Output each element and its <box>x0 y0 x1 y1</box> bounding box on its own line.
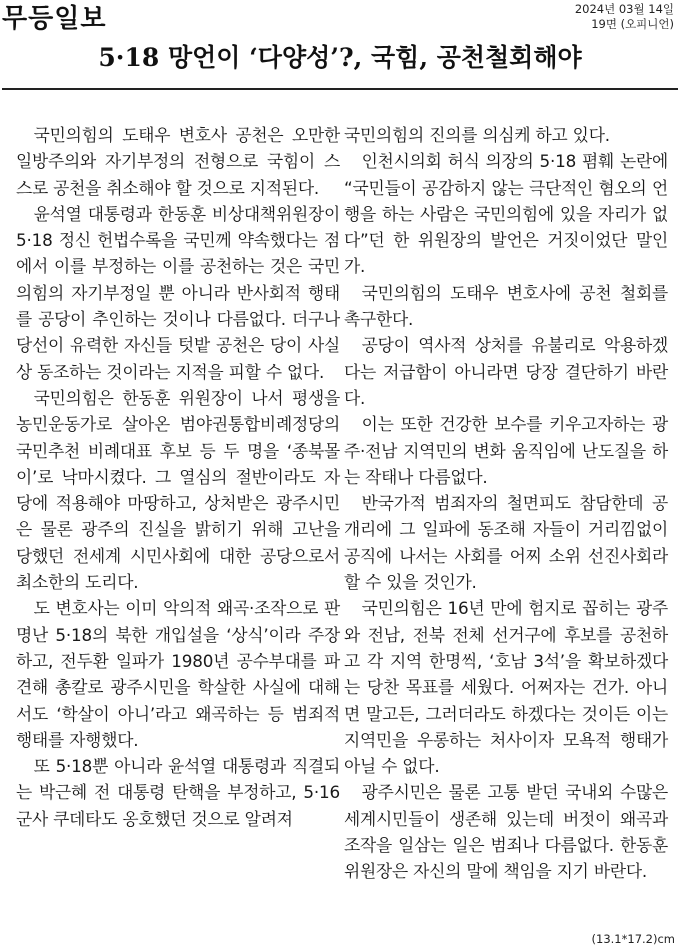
publication-date: 2024년 03월 14일 <box>574 2 674 16</box>
paragraph: 국민의힘은 한동훈 위원장이 나서 평생을 농민운동가로 살아온 범야권통합비례정당의 국민추천 비례대표 후보 등 두 명을 ‘종북몰이’로 낙마시켰다. 그 열심의 절반이라도 자당에 적용해야 마땅하고, 상처받은 광주시민은 물론 광주의 진실을 밝히기 위해 고난을 당했던 전세계 시민사회에 대한 공당으로서 최소한의 도리다. <box>16 387 340 593</box>
article-column-left <box>16 122 340 832</box>
paragraph: 도 변호사는 이미 악의적 왜곡·조작으로 판명난 5·18의 북한 개입설을 ‘상식’이라 주장하고, 전두환 일파가 1980년 공수부대를 파견해 총칼로 광주시민을 학살한 사실에 대해서도 ‘학살이 아니’라고 왜곡하는 등 범죄적 행태를 자행했다. <box>16 598 340 750</box>
paragraph: 공당이 역사적 상처를 유불리로 악용하겠다는 저급함이 아니라면 당장 결단하기 바란다. <box>344 335 668 408</box>
paragraph: 이는 또한 건강한 보수를 키우고자하는 광주·전남 지역민의 변화 움직임에 난도질을 하는 작태나 다름없다. <box>344 414 668 487</box>
paragraph: 반국가적 범죄자의 철면피도 참담한데 공개리에 그 일파에 동조해 자들이 거리낌없이 공직에 나서는 사회를 어찌 소위 선진사회라 할 수 있을 것인가. <box>344 493 668 593</box>
headline-divider <box>2 88 678 90</box>
paragraph: 윤석열 대통령과 한동훈 비상대책위원장이 5·18 정신 헌법수록을 국민께 약속했다는 점에서 이를 부정하는 이를 공천하는 것은 국민의힘의 자기부정일 뿐 아니라 반사회적 행태를 공당이 추인하는 것이나 다름없다. 더구나 당선이 유력한 자신들 텃밭 공천은 당이 사실상 동조하는 것이라는 지적을 피할 수 없다. <box>16 203 340 382</box>
paragraph: 또 5·18뿐 아니라 윤석열 대통령과 직결되는 박근혜 전 대통령 탄핵을 부정하고, 5·16 군사 쿠데타도 옹호했던 것으로 알려져 <box>16 756 340 829</box>
article-column-right <box>344 122 668 885</box>
paragraph: 인천시의회 허식 의장의 5·18 폄훼 논란에 “국민들이 공감하지 않는 극단적인 혐오의 언행을 하는 사람은 국민의힘에 있을 자리가 없다”던 한 위원장의 발언은 거짓이었단 말인가. <box>344 151 668 277</box>
paragraph: 국민의힘은 16년 만에 험지로 꼽히는 광주와 전남, 전북 전체 선거구에 후보를 공천하고 각 지역 한명씩, ‘호남 3석’을 확보하겠다는 당찬 목표를 세웠다. 어쩌자는 건가. 아니면 말고든, 그러더라도 하겠다는 것이든 이는 지역민을 우롱하는 처사이자 모욕적 행태가 아닐 수 없다. <box>344 598 668 777</box>
newspaper-name: 무등일보 <box>2 4 107 34</box>
article-headline: 5·18 망언이 ‘다양성’?, 국힘, 공천철회해야 <box>98 43 582 72</box>
paragraph: 국민의힘의 도태우 변호사에 공천 철회를 촉구한다. <box>344 282 668 330</box>
masthead <box>0 0 680 34</box>
article-size-note: (13.1*17.2)cm <box>591 932 675 946</box>
paragraph: 국민의힘의 진의를 의심케 하고 있다. <box>344 125 610 145</box>
paragraph: 광주시민은 물론 고통 받던 국내외 수많은 세계시민들이 생존해 있는데 버젓이 왜곡과 조작을 일삼는 일은 범죄나 다름없다. 한동훈 위원장은 자신의 말에 책임을 지기 바란다. <box>344 782 668 882</box>
page-section: 19면 (오피니언) <box>591 17 674 31</box>
paragraph: 국민의힘의 도태우 변호사 공천은 오만한 일방주의와 자기부정의 전형으로 국힘이 스스로 공천을 취소해야 할 것으로 지적된다. <box>16 125 340 198</box>
